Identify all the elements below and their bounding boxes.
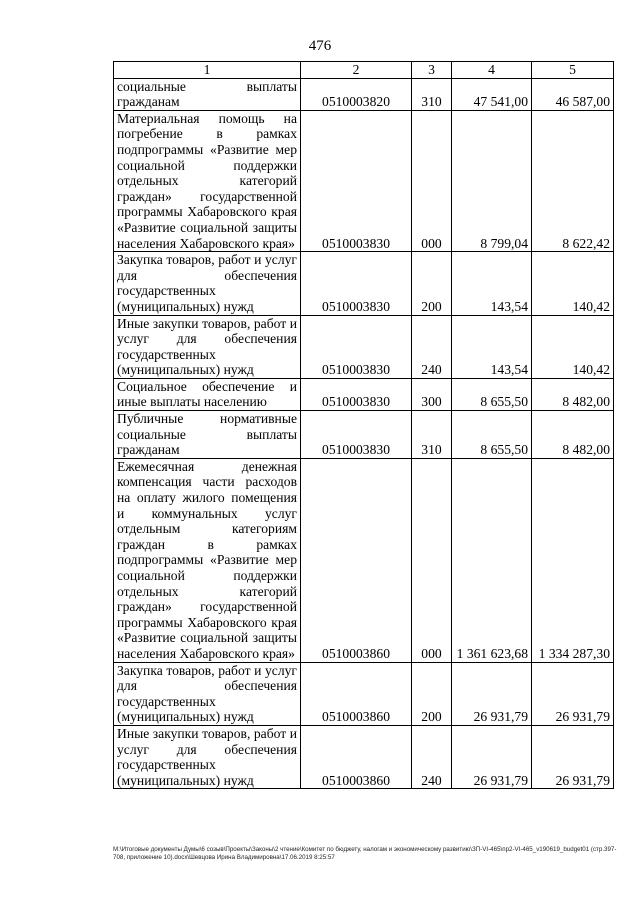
expense-type-cell: 000 [412, 110, 452, 251]
amount-year2-cell: 8 482,00 [532, 411, 614, 459]
target-article-cell: 0510003830 [301, 110, 412, 251]
target-article-cell: 0510003860 [301, 662, 412, 725]
target-article-cell: 0510003820 [301, 78, 412, 110]
amount-year1-cell: 143,54 [452, 252, 532, 315]
column-header: 3 [412, 62, 452, 79]
row-name-cell: Публичные нормативные социальные выплаты гражданам [114, 411, 301, 459]
expense-type-cell: 000 [412, 458, 452, 662]
expense-type-cell: 200 [412, 662, 452, 725]
amount-year2-cell: 26 931,79 [532, 662, 614, 725]
amount-year2-cell: 140,42 [532, 252, 614, 315]
row-name-cell: Иные закупки товаров, работ и услуг для обеспечения государственных (муниципальных) нужд [114, 725, 301, 788]
target-article-cell: 0510003860 [301, 725, 412, 788]
amount-year2-cell: 26 931,79 [532, 725, 614, 788]
amount-year1-cell: 47 541,00 [452, 78, 532, 110]
table-row [114, 315, 614, 378]
budget-table [113, 61, 614, 789]
table-row [114, 458, 614, 662]
row-name-cell: Ежемесячная денежная компенсация части расходов на оплату жилого помещения и коммунальных услуг отдельным категориям граждан в рамках подпрограммы «Развитие мер социальной поддержки отдельных категорий граждан» государственной программы Хабаровского края «Развитие социальной защиты населения Хабаровского края» [114, 458, 301, 662]
column-header: 4 [452, 62, 532, 79]
target-article-cell: 0510003830 [301, 252, 412, 315]
amount-year2-cell: 8 482,00 [532, 378, 614, 410]
amount-year2-cell: 8 622,42 [532, 110, 614, 251]
amount-year2-cell: 46 587,00 [532, 78, 614, 110]
table-row [114, 110, 614, 251]
table-row [114, 725, 614, 788]
row-name-cell: Закупка товаров, работ и услуг для обеспечения государственных (муниципальных) нужд [114, 252, 301, 315]
column-header: 1 [114, 62, 301, 79]
amount-year2-cell: 140,42 [532, 315, 614, 378]
amount-year1-cell: 1 361 623,68 [452, 458, 532, 662]
page-number: 476 [308, 38, 332, 54]
amount-year2-cell: 1 334 287,30 [532, 458, 614, 662]
amount-year1-cell: 8 655,50 [452, 378, 532, 410]
amount-year1-cell: 26 931,79 [452, 662, 532, 725]
amount-year1-cell: 26 931,79 [452, 725, 532, 788]
expense-type-cell: 300 [412, 378, 452, 410]
table-header-row [114, 62, 614, 79]
column-header: 2 [301, 62, 412, 79]
table-row [114, 252, 614, 315]
table-row [114, 411, 614, 459]
expense-type-cell: 240 [412, 315, 452, 378]
table-row [114, 78, 614, 110]
target-article-cell: 0510003830 [301, 378, 412, 410]
amount-year1-cell: 8 655,50 [452, 411, 532, 459]
expense-type-cell: 240 [412, 725, 452, 788]
row-name-cell: Закупка товаров, работ и услуг для обеспечения государственных (муниципальных) нужд [114, 662, 301, 725]
document-path-footer: M:\Итоговые документы Думы\6 созыв\Проекты\Законы\2 чтение\Комитет по бюджету, налогам и экономическому развитию\ЗП-VI-465\пр2-VI-465_v190619_budget01 (стр.397-708, приложение 10).docx\Шевцова Ирина Владимировна\17.06.2019 8:25:57 [113, 846, 617, 861]
row-name-cell: социальные выплаты гражданам [114, 78, 301, 110]
row-name-cell: Материальная помощь на погребение в рамках подпрограммы «Развитие мер социальной поддержки отдельных категорий граждан» государственной программы Хабаровского края «Развитие социальной защиты населения Хабаровского края» [114, 110, 301, 251]
target-article-cell: 0510003860 [301, 458, 412, 662]
table-row [114, 378, 614, 410]
expense-type-cell: 310 [412, 78, 452, 110]
target-article-cell: 0510003830 [301, 411, 412, 459]
expense-type-cell: 310 [412, 411, 452, 459]
row-name-cell: Иные закупки товаров, работ и услуг для обеспечения государственных (муниципальных) нужд [114, 315, 301, 378]
target-article-cell: 0510003830 [301, 315, 412, 378]
row-name-cell: Социальное обеспечение и иные выплаты населению [114, 378, 301, 410]
column-header: 5 [532, 62, 614, 79]
amount-year1-cell: 8 799,04 [452, 110, 532, 251]
expense-type-cell: 200 [412, 252, 452, 315]
table-row [114, 662, 614, 725]
amount-year1-cell: 143,54 [452, 315, 532, 378]
